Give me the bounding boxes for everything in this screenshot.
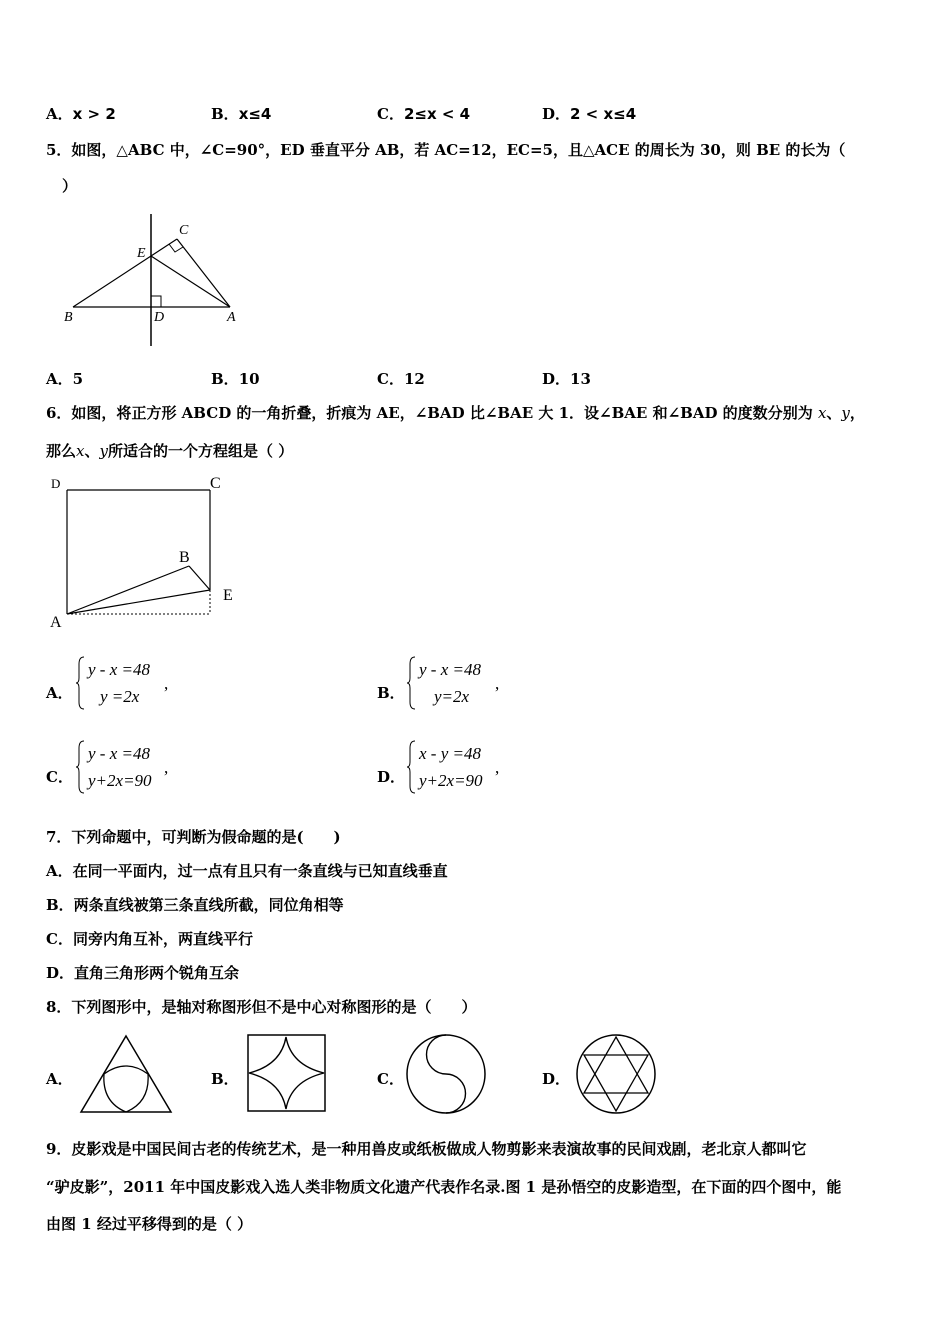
q5-stem-line2: ） [62,177,78,195]
q5-option-c: C．12 [377,370,425,388]
q4-option-a: A．x > 2 [46,105,116,123]
brace-icon [407,656,417,710]
q5-option-a: A．5 [46,370,84,388]
q6-option-c-letter: C． [46,768,73,786]
brace-icon [76,656,86,710]
q6-option-b-system: y - x =48 y=2x , [407,656,517,712]
q5-triangle-figure [55,210,255,350]
q8-option-d-letter: D． [542,1070,571,1088]
q4-option-d: D．2 < x≤4 [542,105,637,123]
q6-label-c: C [210,475,221,492]
q8-option-a-letter: A． [46,1070,73,1088]
q8-option-b-letter: B． [211,1070,239,1088]
q7-option-a: A．在同一平面内，过一点有且只有一条直线与已知直线垂直 [46,862,448,880]
q4-option-b: B．x≤4 [211,105,272,123]
q5-option-b: B．10 [211,370,260,388]
q6-option-a-system: y - x =48 y =2x , [76,656,186,712]
q4-option-c: C．2≤x < 4 [377,105,471,123]
q8-figure-b [246,1033,328,1113]
q6-stem-line2: 那么x、y所适合的一个方程组是（ ） [46,442,294,460]
q8-figure-a [76,1032,176,1116]
q6-option-d-system: x - y =48 y+2x=90 , [407,740,517,796]
q8-option-c-letter: C． [377,1070,404,1088]
q5-stem-line1: 5．如图，△ABC 中，∠C=90°，ED 垂直平分 AB，若 AC=12，EC=5，且△ACE 的周长为 30，则 BE 的长为（ [46,141,846,159]
q7-option-d: D．直角三角形两个锐角互余 [46,964,240,982]
q9-stem-line2: “驴皮影”，2011 年中国皮影戏入选人类非物质文化遗产代表作名录.图 1 是孙悟空的皮影造型，在下面的四个图中，能 [46,1178,842,1196]
q9-stem-line1: 9．皮影戏是中国民间古老的传统艺术，是一种用兽皮或纸板做成人物剪影来表演故事的民间戏剧，老北京人都叫它 [46,1140,807,1158]
brace-icon [407,740,417,794]
q6-option-a-letter: A． [46,684,73,702]
q7-option-c: C．同旁内角互补，两直线平行 [46,930,253,948]
q5-option-d: D．13 [542,370,591,388]
q6-stem-line1: 6．如图，将正方形 ABCD 的一角折叠，折痕为 AE，∠BAD 比∠BAE 大 1．设∠BAE 和∠BAD 的度数分别为 x、y， [46,404,865,422]
q5-label-e: E [137,246,146,261]
q9-stem-line3: 由图 1 经过平移得到的是（ ） [46,1215,253,1233]
q5-label-b: B [64,310,73,325]
q8-figure-d [574,1032,658,1116]
q6-label-b: B [179,549,190,566]
q8-figure-c [404,1032,488,1116]
q6-square-figure [45,472,245,632]
brace-icon [76,740,86,794]
q6-label-e: E [223,587,233,604]
q5-label-c: C [179,223,189,238]
q7-option-b: B．两条直线被第三条直线所截，同位角相等 [46,896,344,914]
q7-stem: 7．下列命题中，可判断为假命题的是( ) [46,828,341,846]
q6-option-b-letter: B． [377,684,405,702]
q6-label-a: A [50,614,62,631]
q6-option-d-letter: D． [377,768,406,786]
q5-label-d: D [154,310,165,325]
q8-stem: 8．下列图形中，是轴对称图形但不是中心对称图形的是（ ） [46,998,477,1016]
q6-label-d: D [51,476,61,491]
q5-label-a: A [227,310,236,325]
q6-option-c-system: y - x =48 y+2x=90 , [76,740,186,796]
